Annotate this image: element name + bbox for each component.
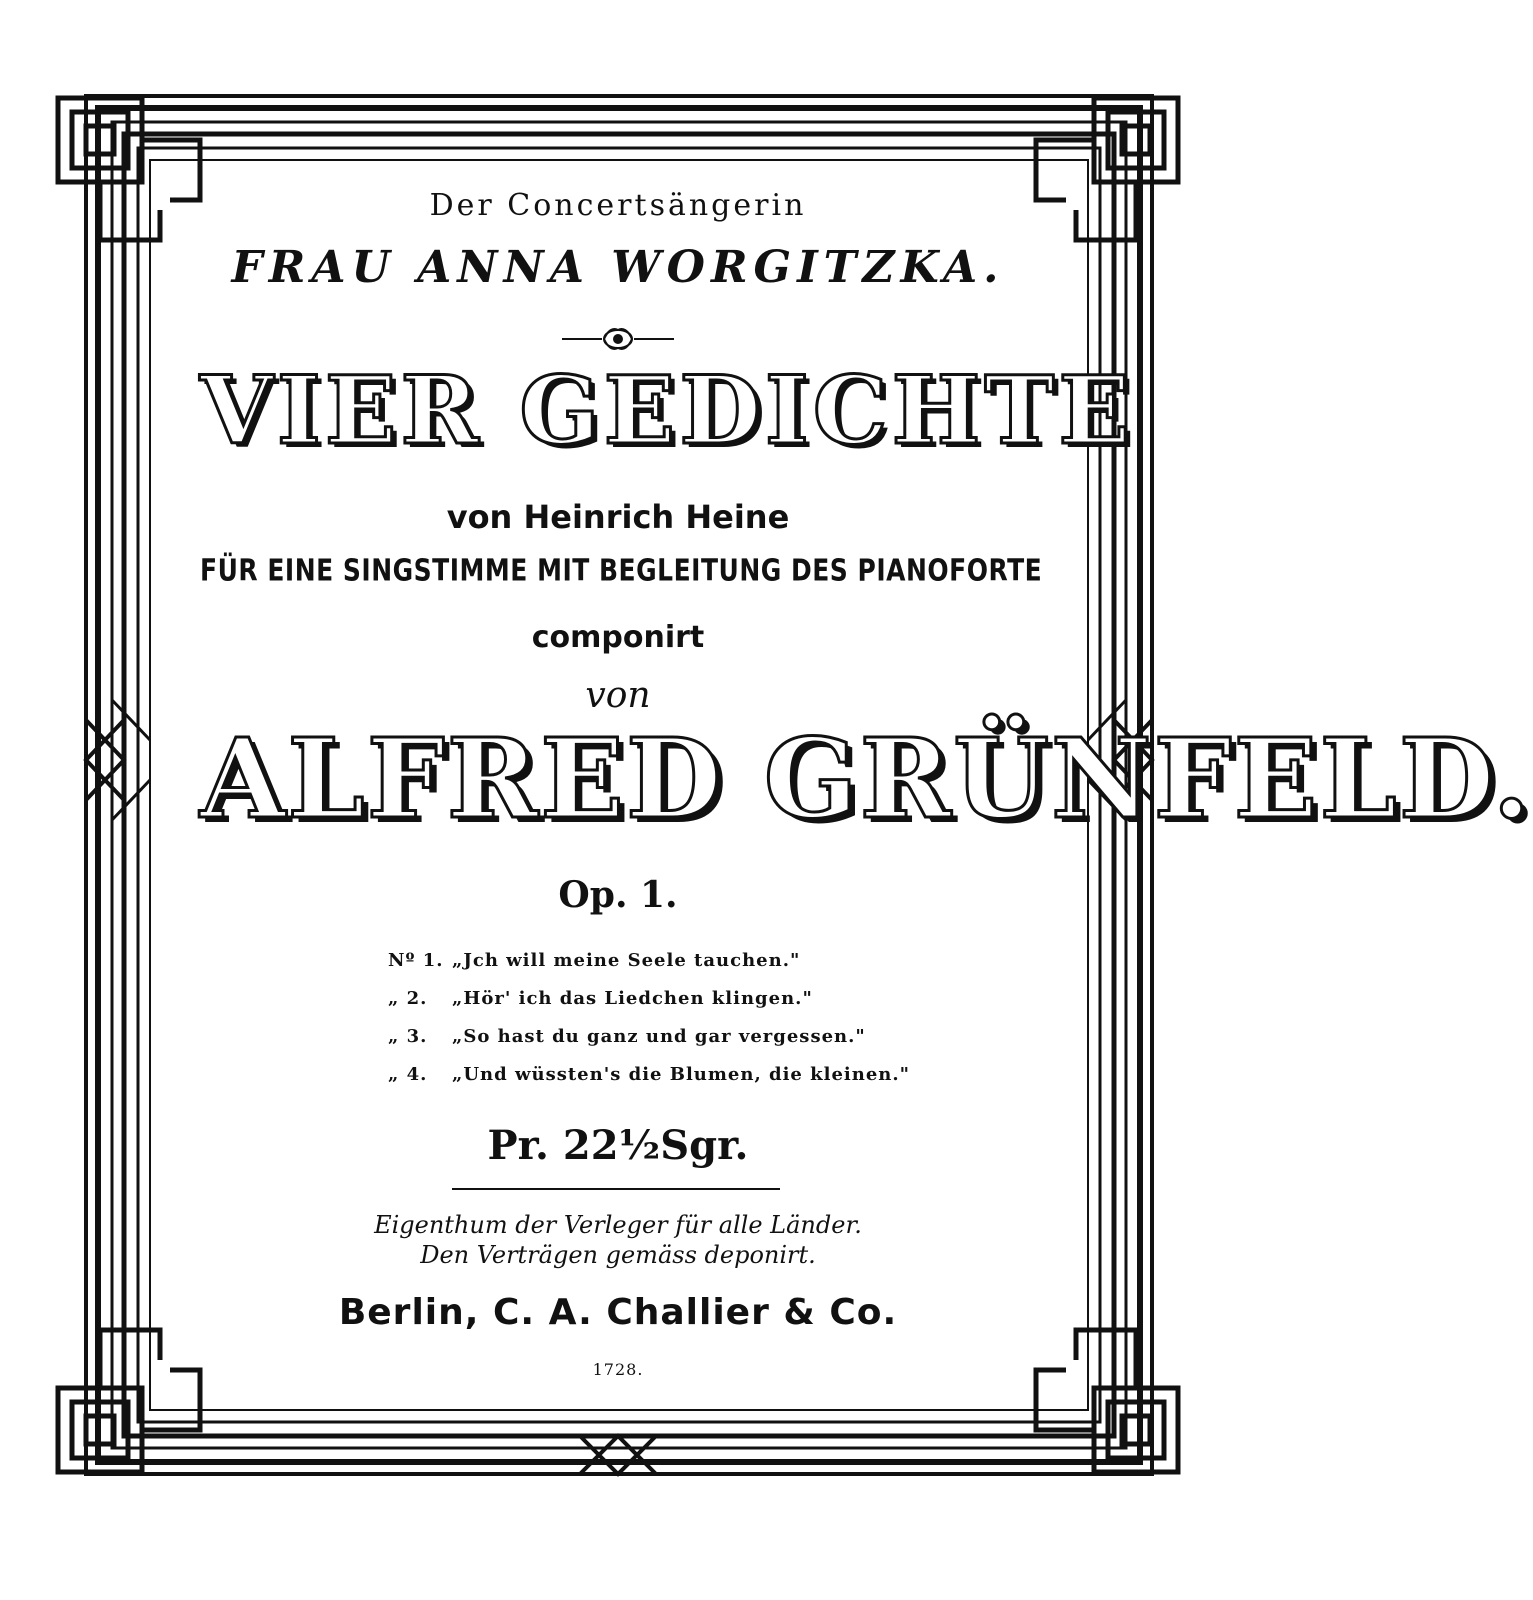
von-label: von <box>585 675 651 716</box>
price-label: Pr. 22½Sgr. <box>487 1122 749 1169</box>
song-title: „Jch will meine Seele tauchen." <box>452 950 801 971</box>
song-number: „ 2. <box>388 988 428 1009</box>
song-item <box>388 1026 988 1064</box>
song-item <box>388 988 988 1026</box>
rights-notice <box>200 1210 1036 1270</box>
dedication-line: Der Concertsängerin <box>429 188 807 223</box>
composer-name: ALFRED GRÜNFELD. <box>200 714 1533 843</box>
dedicatee-name: FRAU ANNA WORGITZKA. <box>231 242 1005 293</box>
song-number: Nº 1. <box>388 950 444 971</box>
flourish-ornament-icon <box>558 322 678 356</box>
divider-rule <box>452 1188 780 1190</box>
scoring-line: FÜR EINE SINGSTIMME MIT BEGLEITUNG DES PIANOFORTE <box>200 553 1043 588</box>
main-title: VIER GEDICHTE <box>200 356 1135 466</box>
plate-number: 1728. <box>592 1360 644 1379</box>
opus-number: Op. 1. <box>558 874 678 916</box>
song-number: „ 3. <box>388 1026 428 1047</box>
publisher-imprint: Berlin, C. A. Challier & Co. <box>338 1292 898 1333</box>
composed-label: componirt <box>531 620 705 655</box>
rights-line-2: Den Verträgen gemäss deponirt. <box>420 1241 816 1269</box>
song-title: „Hör' ich das Liedchen klingen." <box>452 988 813 1009</box>
song-list <box>388 950 988 1102</box>
song-title: „So hast du ganz und gar vergessen." <box>452 1026 866 1047</box>
poet-credit: von Heinrich Heine <box>446 498 790 536</box>
song-item <box>388 1064 988 1102</box>
song-number: „ 4. <box>388 1064 428 1085</box>
song-item <box>388 950 988 988</box>
song-title: „Und wüssten's die Blumen, die kleinen." <box>452 1064 911 1085</box>
rights-line-1: Eigenthum der Verleger für alle Länder. <box>374 1211 862 1239</box>
title-page-content <box>200 150 1533 1450</box>
